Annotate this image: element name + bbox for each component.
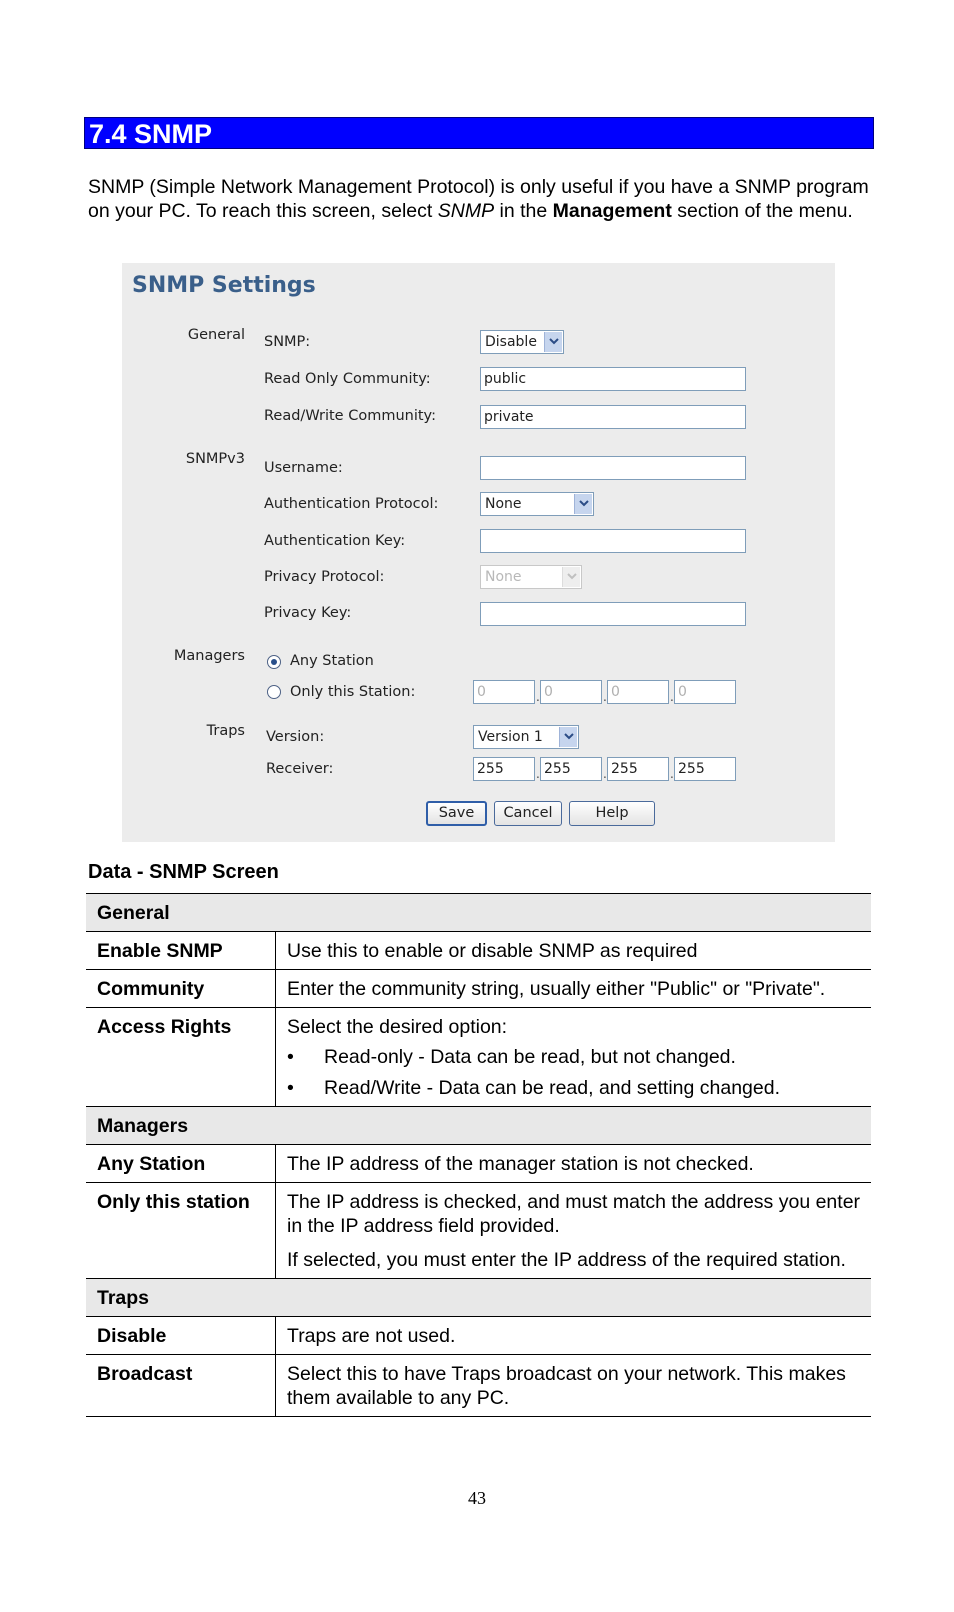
snmp-select[interactable] bbox=[480, 330, 564, 354]
intro-text-1: SNMP (Simple Network Management Protocol) is only useful if you have a SNMP program on your PC. To reach this screen, select bbox=[88, 176, 869, 222]
group-managers-label: Managers bbox=[173, 648, 245, 664]
section-header-bar bbox=[84, 117, 874, 149]
intro-emphasis: SNMP bbox=[437, 200, 495, 222]
save-button[interactable]: Save bbox=[426, 801, 487, 826]
ip-separator: . bbox=[536, 767, 540, 781]
snmp-select-arrow[interactable] bbox=[544, 332, 562, 352]
intro-paragraph bbox=[88, 175, 878, 223]
privacy-key-input[interactable] bbox=[480, 602, 746, 626]
snmp-label: SNMP: bbox=[264, 334, 311, 350]
ip-separator: . bbox=[670, 690, 674, 704]
list-item bbox=[287, 1076, 861, 1100]
ip-separator: . bbox=[603, 767, 607, 781]
cancel-button[interactable]: Cancel bbox=[494, 801, 562, 826]
data-table-heading: Data - SNMP Screen bbox=[88, 861, 279, 883]
read-only-community-label: Read Only Community: bbox=[264, 371, 431, 387]
row-desc-community: Enter the community string, usually either "Public" or "Private". bbox=[276, 970, 872, 1008]
table-group-row bbox=[86, 894, 871, 932]
bullet-glyph: • bbox=[287, 1077, 294, 1099]
table-row bbox=[86, 1183, 871, 1279]
group-general-label: General bbox=[187, 327, 245, 343]
only-station-radio[interactable] bbox=[267, 685, 281, 699]
receiver-label: Receiver: bbox=[266, 761, 334, 777]
read-only-community-input[interactable]: public bbox=[480, 367, 746, 391]
table-group-row bbox=[86, 1279, 871, 1317]
row-key-broadcast: Broadcast bbox=[86, 1355, 276, 1417]
table-row bbox=[86, 1317, 871, 1355]
table-row bbox=[86, 1355, 871, 1417]
access-rights-intro: Select the desired option: bbox=[287, 1016, 508, 1038]
privacy-protocol-arrow bbox=[562, 567, 580, 587]
row-key-enable-snmp: Enable SNMP bbox=[86, 932, 276, 970]
row-desc-any-station: The IP address of the manager station is not checked. bbox=[276, 1145, 872, 1183]
ip-separator: . bbox=[670, 767, 674, 781]
group-managers: Managers bbox=[86, 1107, 871, 1145]
table-group-row bbox=[86, 1107, 871, 1145]
row-key-community: Community bbox=[86, 970, 276, 1008]
access-rights-list bbox=[287, 1045, 861, 1100]
ip-separator: . bbox=[603, 690, 607, 704]
row-key-only-station: Only this station bbox=[86, 1183, 276, 1279]
receiver-ip-octet-4[interactable]: 255 bbox=[674, 757, 736, 781]
trap-version-select[interactable] bbox=[473, 725, 579, 749]
chevron-down-icon bbox=[579, 500, 589, 507]
row-desc-enable-snmp: Use this to enable or disable SNMP as required bbox=[276, 932, 872, 970]
access-option-text: Read/Write - Data can be read, and setting changed. bbox=[324, 1077, 781, 1099]
any-station-label[interactable]: Any Station bbox=[290, 653, 374, 669]
group-snmpv3-label: SNMPv3 bbox=[185, 451, 245, 467]
page-number: 43 bbox=[468, 1488, 486, 1508]
data-table bbox=[86, 893, 871, 1417]
chevron-down-icon bbox=[567, 573, 577, 580]
auth-protocol-arrow[interactable] bbox=[574, 494, 592, 514]
snmp-select-value: Disable bbox=[485, 334, 537, 350]
receiver-ip-octet-3[interactable]: 255 bbox=[607, 757, 669, 781]
intro-text-3: section of the menu. bbox=[671, 200, 853, 222]
row-key-disable: Disable bbox=[86, 1317, 276, 1355]
row-desc-access-rights bbox=[276, 1008, 872, 1107]
snmp-settings-panel bbox=[122, 263, 835, 842]
row-desc-broadcast: Select this to have Traps broadcast on your network. This makes them available to any PC. bbox=[276, 1355, 872, 1417]
row-key-any-station: Any Station bbox=[86, 1145, 276, 1183]
receiver-ip-octet-1[interactable]: 255 bbox=[473, 757, 535, 781]
access-option-text: Read-only - Data can be read, but not changed. bbox=[324, 1046, 736, 1068]
station-ip-octet-2[interactable]: 0 bbox=[540, 680, 602, 704]
chevron-down-icon bbox=[549, 338, 559, 345]
read-write-community-input[interactable]: private bbox=[480, 405, 746, 429]
group-general: General bbox=[86, 894, 871, 932]
radio-selected-dot bbox=[271, 659, 277, 665]
only-station-desc-1: The IP address is checked, and must match the address you enter in the IP address field provided. bbox=[287, 1191, 861, 1237]
help-button[interactable]: Help bbox=[569, 801, 655, 826]
auth-key-label: Authentication Key: bbox=[264, 533, 406, 549]
table-row bbox=[86, 970, 871, 1008]
row-key-access-rights: Access Rights bbox=[86, 1008, 276, 1107]
group-traps-label: Traps bbox=[206, 723, 245, 739]
chevron-down-icon bbox=[564, 733, 574, 740]
row-desc-only-station bbox=[276, 1183, 872, 1279]
username-label: Username: bbox=[264, 460, 343, 476]
table-row bbox=[86, 932, 871, 970]
privacy-protocol-label: Privacy Protocol: bbox=[264, 569, 385, 585]
section-title: 7.4 SNMP bbox=[89, 119, 213, 149]
table-row bbox=[86, 1145, 871, 1183]
station-ip-octet-3[interactable]: 0 bbox=[607, 680, 669, 704]
row-desc-disable: Traps are not used. bbox=[276, 1317, 872, 1355]
station-ip-octet-1[interactable]: 0 bbox=[473, 680, 535, 704]
privacy-key-label: Privacy Key: bbox=[264, 605, 352, 621]
only-station-desc-2: If selected, you must enter the IP address of the required station. bbox=[287, 1249, 846, 1271]
receiver-ip-octet-2[interactable]: 255 bbox=[540, 757, 602, 781]
any-station-radio[interactable] bbox=[267, 655, 281, 669]
trap-version-arrow[interactable] bbox=[559, 727, 577, 747]
panel-title: SNMP Settings bbox=[132, 273, 316, 298]
only-station-label[interactable]: Only this Station: bbox=[290, 684, 416, 700]
list-item bbox=[287, 1045, 861, 1069]
intro-strong: Management bbox=[552, 200, 672, 222]
auth-protocol-value: None bbox=[485, 496, 522, 512]
group-traps: Traps bbox=[86, 1279, 871, 1317]
auth-key-input[interactable] bbox=[480, 529, 746, 553]
table-row bbox=[86, 1008, 871, 1107]
auth-protocol-select[interactable] bbox=[480, 492, 594, 516]
privacy-protocol-select bbox=[480, 565, 582, 589]
read-write-community-label: Read/Write Community: bbox=[264, 408, 436, 424]
ip-separator: . bbox=[536, 690, 540, 704]
intro-text-2: in the bbox=[494, 200, 553, 222]
station-ip-octet-4[interactable]: 0 bbox=[674, 680, 736, 704]
username-input[interactable] bbox=[480, 456, 746, 480]
version-label: Version: bbox=[266, 729, 325, 745]
privacy-protocol-value: None bbox=[485, 569, 522, 585]
trap-version-value: Version 1 bbox=[478, 729, 543, 745]
auth-protocol-label: Authentication Protocol: bbox=[264, 496, 439, 512]
bullet-glyph: • bbox=[287, 1046, 294, 1068]
